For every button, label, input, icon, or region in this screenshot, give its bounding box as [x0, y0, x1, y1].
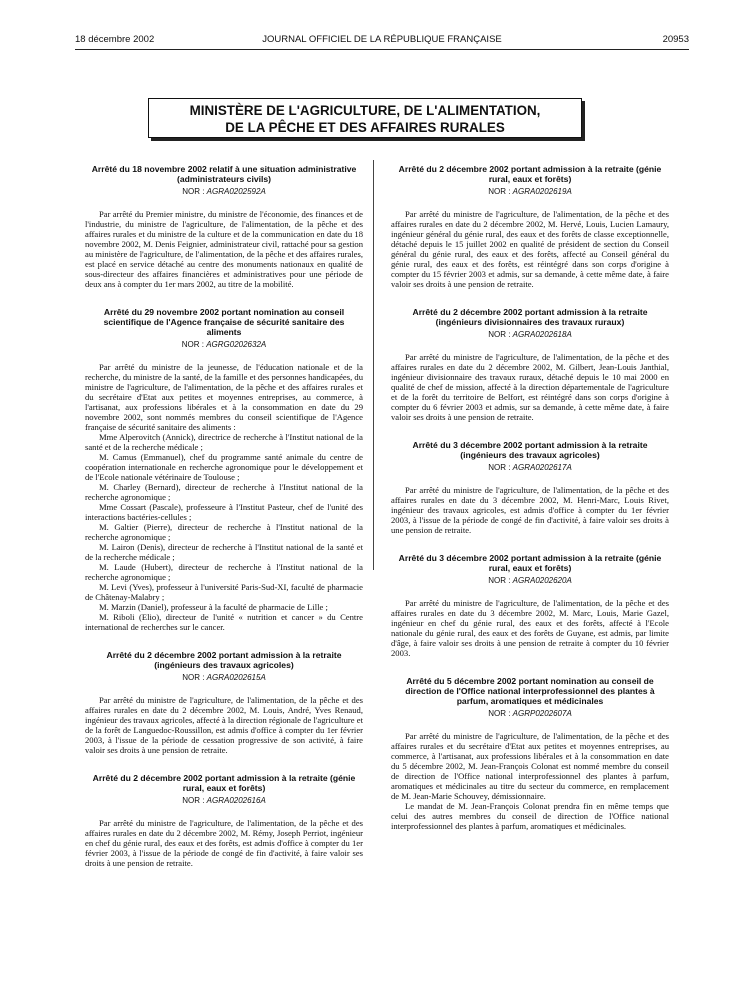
decree-paragraph: Par arrêté du ministre de l'agriculture, de l'alimentation, de la pêche et des affaires rurales en date du 3 décembre 2002, M. Marc, Louis, Marie Gazel, ingénieur en chef du génie rural, des eaux et des forêts, affecté à l'Ecole nationale du génie rural, des eaux et des forêts de Guyane, est admis, par limite d'âge, à faire valoir ses droits à une pension de retraite à compter du 10 février 2003.: [391, 598, 669, 658]
nor-reference: [85, 796, 363, 806]
nor-prefix: NOR :: [488, 330, 513, 339]
decree-paragraph: Par arrêté du ministre de la jeunesse, de l'éducation nationale et de la recherche, du ministre de la santé, de la famille et des personnes handicapées, du ministre de l'agriculture, de l'alimentation, de la pêche et des affaires rurales et du secrétaire d'Etat aux petites et moyennes entreprises, au commerce, à l'artisanat, aux professions libérales et à la consommation en date du 29 novembre 2002, sont nommés membres du conseil scientifique de l'Agence française de sécurité sanitaire des aliments :: [85, 362, 363, 432]
decree-paragraph: M. Laude (Hubert), directeur de recherche à l'Institut national de la recherche agronomique ;: [85, 562, 363, 582]
decree-paragraph: M. Riboli (Elio), directeur de l'unité « nutrition et cancer » du Centre international de recherches sur le cancer.: [85, 612, 363, 632]
section-gap: [391, 535, 669, 553]
decree-section: [391, 440, 669, 553]
nor-prefix: NOR :: [181, 340, 207, 349]
nor-prefix: NOR :: [182, 673, 207, 682]
decree-section: [85, 164, 363, 307]
nor-prefix: NOR :: [182, 187, 207, 196]
decree-section: [391, 307, 669, 440]
nor-reference: [391, 463, 669, 473]
journal-title: JOURNAL OFFICIEL DE LA RÉPUBLIQUE FRANÇAISE: [262, 34, 502, 45]
issue-date: 18 décembre 2002: [75, 34, 155, 45]
decree-paragraph: Par arrêté du ministre de l'agriculture, de l'alimentation, de la pêche et des affaires rurales en date du 2 décembre 2002, M. Gilbert, Jean-Louis Janthial, ingénieur divisionnaire des travaux ruraux, détaché depuis le 10 mai 2000 en qualité de chef de mission, affecté à la direction départementale de l'agriculture et de la forêt du territoire de Belfort, est réintégré dans son corps d'origine à compter du 6 février 2003 et admis, sur sa demande, à cette même date, à faire valoir ses droits à une pension de retraite.: [391, 352, 669, 422]
decree-title: Arrêté du 2 décembre 2002 portant admission à la retraite (génie rural, eaux et forêts): [92, 773, 356, 793]
section-gap: [85, 632, 363, 650]
decree-title: Arrêté du 2 décembre 2002 portant admission à la retraite (ingénieurs des travaux agricoles): [106, 650, 342, 670]
nor-code: AGRA0202617A: [512, 463, 572, 472]
nor-code: AGRA0202618A: [512, 330, 572, 339]
decree-paragraph: M. Lairon (Denis), directeur de recherche à l'Institut national de la santé et de la recherche médicale ;: [85, 542, 363, 562]
decree-title: Arrêté du 2 décembre 2002 portant admission à la retraite (ingénieurs divisionnaires des travaux ruraux): [412, 307, 648, 327]
nor-code: AGRA0202592A: [206, 187, 266, 196]
nor-prefix: NOR :: [488, 187, 513, 196]
ministry-box: [148, 98, 582, 138]
nor-code: AGRA0202619A: [512, 187, 572, 196]
decree-paragraph: Par arrêté du ministre de l'agriculture, de l'alimentation, de la pêche et des affaires rurales et du secrétaire d'Etat aux petites et moyennes entreprises, au commerce, à l'artisanat, aux professions libérales et à la consommation en date du 5 décembre 2002, M. Jean-François Colonat est nommé membre du conseil de direction de l'Office national interprofessionnel des plantes à parfum, aromatiques et médicinales au titre du secteur du commerce, en remplacement de M. Jean-Marie Schouvey, démissionnaire.: [391, 731, 669, 801]
nor-reference: [391, 330, 669, 340]
decree-title: Arrêté du 3 décembre 2002 portant admission à la retraite (ingénieurs des travaux agricoles): [412, 440, 648, 460]
nor-reference: [85, 673, 363, 683]
section-gap: [391, 658, 669, 676]
decree-paragraph: M. Levi (Yves), professeur à l'université Paris-Sud-XI, faculté de pharmacie de Châtenay-Malabry ;: [85, 582, 363, 602]
nor-code: AGRA0202615A: [206, 673, 266, 682]
nor-code: AGRA0202616A: [206, 796, 266, 805]
ministry-line-1: MINISTÈRE DE L'AGRICULTURE, DE L'ALIMENTATION,: [189, 103, 541, 118]
nor-reference: [85, 187, 363, 197]
nor-code: AGRG0202632A: [206, 340, 267, 349]
decree-paragraph: Mme Cossart (Pascale), professeure à l'Institut Pasteur, chef de l'unité des interactions bactéries-cellules ;: [85, 502, 363, 522]
running-header: [75, 34, 689, 48]
nor-prefix: NOR :: [488, 576, 513, 585]
decree-paragraph: Par arrêté du ministre de l'agriculture, de l'alimentation, de la pêche et des affaires rurales en date du 2 décembre 2002, M. Hervé, Louis, Lucien Lamaury, ingénieur général du génie rural, des eaux et des forêts de classe exceptionnelle, détaché depuis le 15 juillet 2002 en qualité de président de section du Conseil général du génie rural, des eaux et des forêts, affecté au Conseil général du génie rural, des eaux et des forêts, est réintégré dans son corps d'origine à compter du 15 février 2003 et admis, sur sa demande, à cette même date, à faire valoir ses droits à une pension de retraite.: [391, 209, 669, 289]
section-gap: [85, 289, 363, 307]
decree-paragraph: Par arrêté du ministre de l'agriculture, de l'alimentation, de la pêche et des affaires rurales en date du 3 décembre 2002, M. Henri-Marc, Louis Rivet, ingénieur des travaux agricoles, est admis d'office à compter du 1er février 2003, à l'issue de la période de congé de fin d'activité, à faire valoir ses droits à une pension de retraite.: [391, 485, 669, 535]
header-rule: [75, 49, 689, 50]
column-divider: [373, 160, 374, 570]
nor-prefix: NOR :: [488, 709, 513, 718]
decree-title: Arrêté du 18 novembre 2002 relatif à une situation administrative (administrateurs civils): [91, 164, 357, 184]
decree-section: [85, 773, 363, 886]
nor-reference: [391, 576, 669, 586]
section-gap: [391, 831, 669, 849]
section-gap: [85, 755, 363, 773]
right-column: [391, 164, 669, 849]
decree-section: [85, 307, 363, 650]
decree-section: [391, 164, 669, 307]
nor-reference: [85, 340, 363, 350]
decree-section: [85, 650, 363, 773]
decree-title: Arrêté du 2 décembre 2002 portant admission à la retraite (génie rural, eaux et forêts): [398, 164, 662, 184]
decree-section: [391, 553, 669, 676]
nor-prefix: NOR :: [488, 463, 513, 472]
nor-reference: [391, 709, 669, 719]
decree-title: Arrêté du 5 décembre 2002 portant nomination au conseil de direction de l'Office national interprofessionnel des plantes à parfum, aromatiques et médicinales: [405, 676, 655, 706]
decree-paragraph: Par arrêté du ministre de l'agriculture, de l'alimentation, de la pêche et des affaires rurales en date du 2 décembre 2002, M. Louis, André, Yves Renaud, ingénieur des travaux agricoles, affecté à la direction régionale de l'agriculture et de la forêt de Languedoc-Roussillon, est admis d'office à compter du 1er février 2003, à l'issue de la période de cessation progressive de son activité, à faire valoir ses droits à une pension de retraite.: [85, 695, 363, 755]
nor-reference: [391, 187, 669, 197]
left-column: [85, 164, 363, 886]
ministry-line-2: DE LA PÊCHE ET DES AFFAIRES RURALES: [225, 120, 505, 135]
nor-code: AGRP0202607A: [512, 709, 572, 718]
nor-code: AGRA0202620A: [512, 576, 572, 585]
section-gap: [391, 422, 669, 440]
decree-title: Arrêté du 29 novembre 2002 portant nomination au conseil scientifique de l'Agence française de sécurité sanitaire des aliments: [103, 307, 345, 337]
decree-paragraph: M. Camus (Emmanuel), chef du programme santé animale du centre de coopération internationale en recherche agronomique pour le développement et de l'Ecole nationale vétérinaire de Toulouse ;: [85, 452, 363, 482]
decree-paragraph: M. Marzin (Daniel), professeur à la faculté de pharmacie de Lille ;: [99, 602, 328, 612]
decree-paragraph: Par arrêté du Premier ministre, du ministre de l'économie, des finances et de l'industrie, du ministre de l'agriculture, de l'alimentation, de la pêche et des affaires rurales et du ministre de la culture et de la communication en date du 18 novembre 2002, M. Denis Feignier, administrateur civil, rattaché pour sa gestion au ministère de l'agriculture, de l'alimentation, de la pêche et des affaires rurales, est placé en service détaché au centre des monuments nationaux en qualité de sous-directeur des affaires financières et administratives pour une période de deux ans à compter du 1er mars 2002, au titre de la mobilité.: [85, 209, 363, 289]
page-number: 20953: [662, 34, 689, 45]
decree-paragraph: Le mandat de M. Jean-François Colonat prendra fin en même temps que celui des autres membres du conseil de direction de l'Office national interprofessionnel des plantes à parfum, aromatiques et médicinales.: [391, 801, 669, 831]
decree-title: Arrêté du 3 décembre 2002 portant admission à la retraite (génie rural, eaux et forêts): [398, 553, 662, 573]
nor-prefix: NOR :: [182, 796, 207, 805]
decree-section: [391, 676, 669, 849]
section-gap: [85, 868, 363, 886]
decree-paragraph: Mme Alperovitch (Annick), directrice de recherche à l'Institut national de la santé et de la recherche médicale ;: [85, 432, 363, 452]
section-gap: [391, 289, 669, 307]
decree-paragraph: M. Charley (Bernard), directeur de recherche à l'Institut national de la recherche agronomique ;: [85, 482, 363, 502]
decree-paragraph: Par arrêté du ministre de l'agriculture, de l'alimentation, de la pêche et des affaires rurales en date du 2 décembre 2002, M. Rémy, Joseph Perriot, ingénieur en chef du génie rural, des eaux et des forêts, est admis d'office à compter du 1er février 2003, à l'issue de la période de congé de fin d'activité, à faire valoir ses droits à une pension de retraite.: [85, 818, 363, 868]
decree-paragraph: M. Galtier (Pierre), directeur de recherche à l'Institut national de la recherche agronomique ;: [85, 522, 363, 542]
